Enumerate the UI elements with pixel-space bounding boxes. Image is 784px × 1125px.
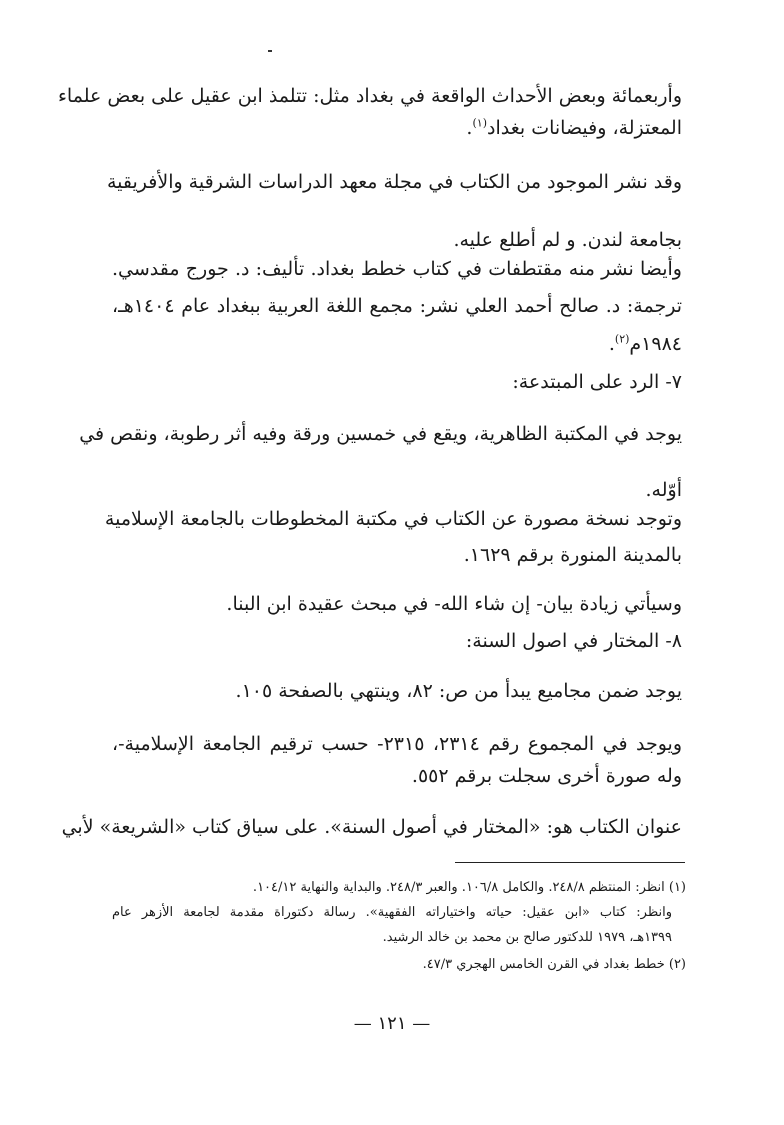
body-line-9: يوجد في المكتبة الظاهرية، ويقع في خمسين ورقة وفيه أثر رطوبة، ونقص في bbox=[79, 423, 682, 445]
body-line-3: وقد نشر الموجود من الكتاب في مجلة معهد الدراسات الشرقية والأفريقية bbox=[106, 171, 682, 193]
footnote-ref-1: (١) bbox=[472, 116, 487, 130]
body-line-6: ترجمة: د. صالح أحمد العلي نشر: مجمع اللغة العربية ببغداد عام ١٤٠٤هـ، bbox=[112, 295, 682, 317]
body-line-2-text: المعتزلة، وفيضانات بغداد bbox=[486, 117, 682, 139]
footnote-separator bbox=[455, 862, 685, 863]
sentence-period: . bbox=[466, 117, 473, 139]
body-line-15: يوجد ضمن مجاميع يبدأ من ص: ٨٢، وينتهي بالصفحة ١٠٥. bbox=[235, 680, 682, 702]
page-number: — ١٢١ — bbox=[353, 1013, 431, 1034]
footnote-1: (١) انظر: المنتظم ٢٤٨/٨. والكامل ١٠٦/٨. والعبر ٢٤٨/٣. والبداية والنهاية ١٠٤/١٢. bbox=[252, 880, 686, 895]
body-line-16: ويوجد في المجموع رقم ٢٣١٤، ٢٣١٥- حسب ترقيم الجامعة الإسلامية-، bbox=[112, 733, 683, 755]
body-line-1: وأربعمائة وبعض الأحداث الواقعة في بغداد مثل: تتلمذ ابن عقيل على بعض علماء bbox=[58, 85, 682, 107]
footnote-1-continuation: وانظر: كتاب «ابن عقيل: حياته واختياراته الفقهية». رسالة دكتوراة مقدمة لجامعة الأزهر عام bbox=[112, 905, 672, 920]
section-heading-8: ٨- المختار في اصول السنة: bbox=[465, 630, 682, 652]
body-line-12: بالمدينة المنورة برقم ١٦٢٩. bbox=[463, 544, 682, 566]
body-line-18: عنوان الكتاب هو: «المختار في أصول السنة». على سياق كتاب «الشريعة» لأبي bbox=[61, 816, 682, 838]
body-line-7-text: ١٩٨٤م bbox=[629, 333, 682, 355]
body-line-10: أوّله. bbox=[645, 479, 682, 501]
body-line-13: وسيأتي زيادة بيان- إن شاء الله- في مبحث عقيدة ابن البنا. bbox=[226, 593, 682, 615]
footnote-1-continuation-2: ١٣٩٩هـ، ١٩٧٩ للدكتور صالح بن محمد بن خالد الرشيد. bbox=[382, 930, 672, 945]
body-line-2 bbox=[112, 114, 682, 142]
footnote-2: (٢) خطط بغداد في القرن الخامس الهجري ٤٧/٣. bbox=[422, 957, 686, 972]
body-line-7 bbox=[112, 330, 682, 358]
footnote-ref-2: (٢) bbox=[614, 332, 630, 346]
section-heading-7: ٧- الرد على المبتدعة: bbox=[512, 371, 682, 393]
sentence-period-2: . bbox=[608, 333, 615, 355]
body-line-11: وتوجد نسخة مصورة عن الكتاب في مكتبة المخطوطات بالجامعة الإسلامية bbox=[104, 508, 682, 530]
body-line-4: بجامعة لندن. و لم أطلع عليه. bbox=[453, 229, 682, 251]
body-line-17: وله صورة أخرى سجلت برقم ٥٥٢. bbox=[411, 765, 682, 787]
ink-mark bbox=[268, 50, 272, 52]
body-line-5: وأيضا نشر منه مقتطفات في كتاب خطط بغداد. تأليف: د. جورج مقدسي. bbox=[112, 258, 682, 280]
